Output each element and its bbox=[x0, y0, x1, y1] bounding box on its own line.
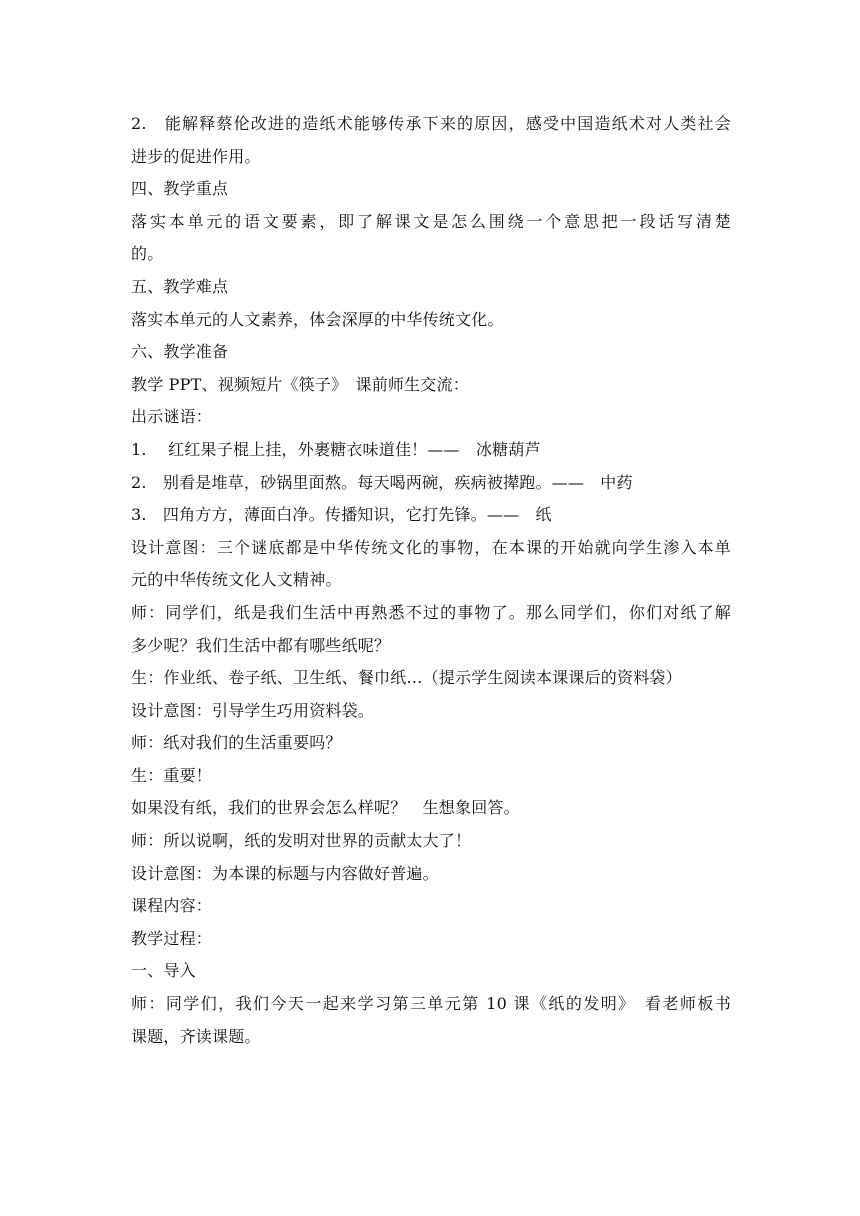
text-line: 多少呢？我们生活中都有哪些纸呢？ bbox=[131, 635, 391, 655]
text-line: 课程内容： bbox=[131, 896, 213, 916]
text-line: 生：重要！ bbox=[131, 765, 213, 785]
riddle-item: 1. 红红果子棍上挂，外裹糖衣味道佳！—— 冰糖葫芦 bbox=[131, 439, 541, 459]
text-line: 的。 bbox=[131, 244, 164, 264]
text-line: 设计意图：为本课的标题与内容做好普遍。 bbox=[131, 863, 439, 883]
text-line: 设计意图：三个谜底都是中华传统文化的事物，在本课的开始就向学生渗入本单 bbox=[131, 537, 731, 557]
text-line: 生：作业纸、卷子纸、卫生纸、餐巾纸…（提示学生阅读本课课后的资料袋） bbox=[131, 668, 682, 688]
text-line: 师：同学们，纸是我们生活中再熟悉不过的事物了。那么同学们，你们对纸了解 bbox=[131, 602, 731, 622]
text-line: 设计意图：引导学生巧用资料袋。 bbox=[131, 700, 375, 720]
text-line: 课题，齐读课题。 bbox=[131, 1026, 261, 1046]
text-line: 教学过程： bbox=[131, 928, 213, 948]
document-body bbox=[131, 108, 731, 1053]
section-heading: 六、教学准备 bbox=[131, 342, 229, 362]
text-line: 师：同学们，我们今天一起来学习第三单元第 10 课《纸的发明》 看老师板书 bbox=[131, 994, 731, 1014]
text-line: 落实本单元的语文要素，即了解课文是怎么围绕一个意思把一段话写清楚 bbox=[131, 211, 731, 231]
riddle-item: 2. 别看是堆草，砂锅里面熬。每天喝两碗，疾病被撵跑。—— 中药 bbox=[131, 472, 633, 492]
text-line: 元的中华传统文化人文精神。 bbox=[131, 570, 342, 590]
text-line: 教学 PPT、视频短片《筷子》 课前师生交流： bbox=[131, 374, 469, 394]
section-heading: 五、教学难点 bbox=[131, 276, 229, 296]
text-line: 出示谜语： bbox=[131, 407, 213, 427]
text-line: 落实本单元的人文素养，体会深厚的中华传统文化。 bbox=[131, 309, 504, 329]
section-heading: 一、导入 bbox=[131, 961, 196, 981]
riddle-item: 3. 四角方方，薄面白净。传播知识，它打先锋。—— 纸 bbox=[131, 505, 552, 525]
text-line: 师：纸对我们的生活重要吗？ bbox=[131, 733, 342, 753]
text-line: 如果没有纸，我们的世界会怎么样呢？ 生想象回答。 bbox=[131, 798, 520, 818]
text-line: 师：所以说啊，纸的发明对世界的贡献太大了！ bbox=[131, 831, 472, 851]
text-line: 进步的促进作用。 bbox=[131, 146, 261, 166]
text-line: 2. 能解释蔡伦改进的造纸术能够传承下来的原因，感受中国造纸术对人类社会 bbox=[131, 114, 731, 133]
section-heading: 四、教学重点 bbox=[131, 179, 229, 199]
